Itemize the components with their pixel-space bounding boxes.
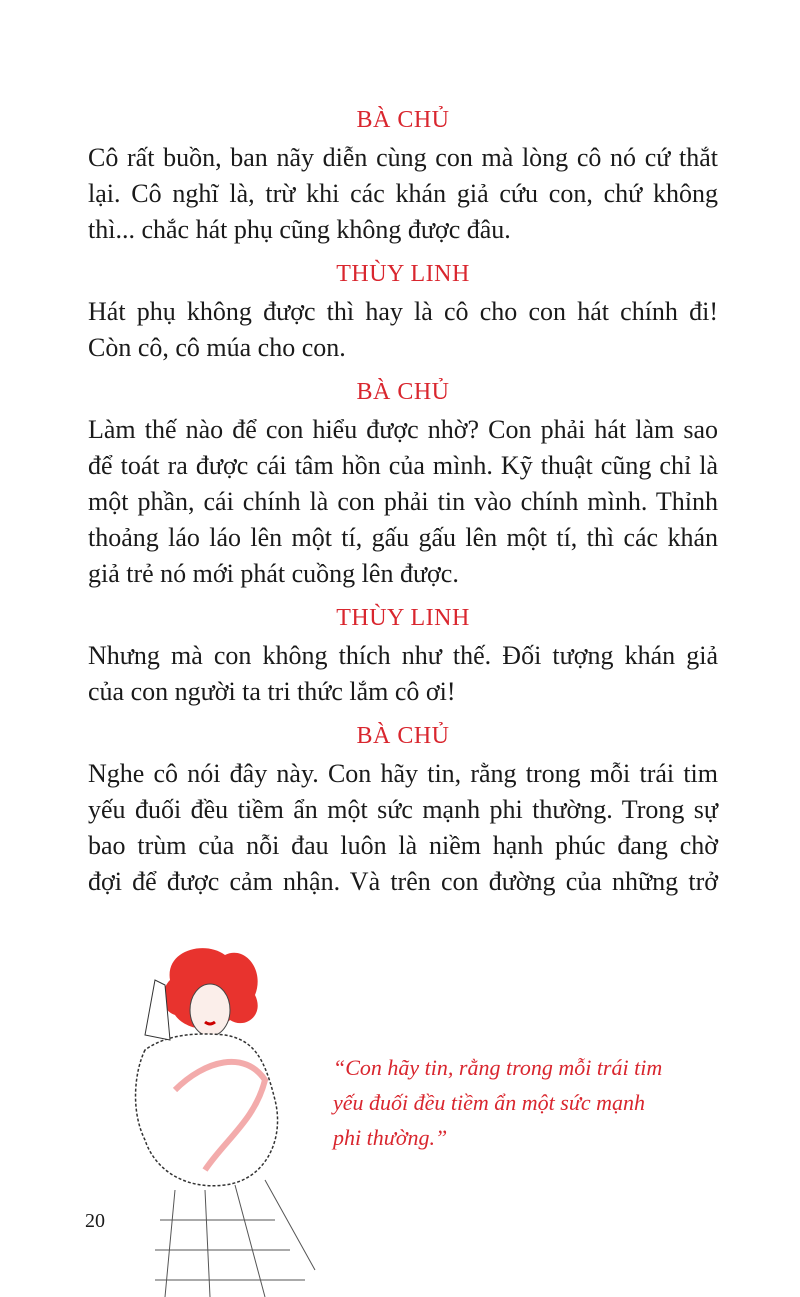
text-line: thì... chắc hát phụ cũng không được đâu. (88, 215, 511, 244)
text-line: yếu đuối đều tiềm ẩn một sức mạnh phi thường. Trong sự (88, 795, 718, 824)
text-line: một phần, cái chính là con phải tin vào chính mình. Thỉnh (88, 487, 718, 516)
text-line: Còn cô, cô múa cho con. (88, 333, 346, 362)
dialogue-paragraph (88, 294, 718, 366)
speaker-name: BÀ CHỦ (356, 379, 450, 405)
dialogue-paragraph (88, 140, 718, 248)
speaker-name: BÀ CHỦ (356, 723, 450, 749)
text-line: lại. Cô nghĩ là, trừ khi các khán giả cứu con, chứ không (88, 179, 718, 208)
dialogue-content (88, 96, 718, 906)
woman-illustration (115, 940, 345, 1297)
text-line: giả trẻ nó mới phát cuồng lên được. (88, 559, 459, 588)
text-line: Nhưng mà con không thích như thế. Đối tượng khán giả (88, 641, 718, 670)
dialogue-paragraph (88, 412, 718, 592)
speaker-name: BÀ CHỦ (356, 107, 450, 133)
speaker-name: THÙY LINH (336, 605, 470, 631)
text-line: Nghe cô nói đây này. Con hãy tin, rằng trong mỗi trái tim (88, 759, 718, 788)
text-line: Hát phụ không được thì hay là cô cho con hát chính đi! (88, 297, 718, 326)
text-line: để toát ra được cái tâm hồn của mình. Kỹ thuật cũng chỉ là (88, 451, 718, 480)
dialogue-paragraph (88, 756, 718, 900)
text-line: bao trùm của nỗi đau luôn là niềm hạnh phúc đang chờ (88, 831, 718, 860)
quote-line: phi thường.” (333, 1125, 448, 1150)
dialogue-paragraph (88, 638, 718, 710)
text-line: Làm thế nào để con hiểu được nhờ? Con phải hát làm sao (88, 415, 718, 444)
page-number: 20 (85, 1210, 105, 1232)
speaker-name: THÙY LINH (336, 261, 470, 287)
text-line: thoảng láo láo lên một tí, gấu gấu lên một tí, thì các khán (88, 523, 718, 552)
text-line: đợi để được cảm nhận. Và trên con đường của những trở (88, 867, 718, 896)
quote-line: “Con hãy tin, rằng trong mỗi trái tim (333, 1055, 663, 1080)
text-line: của con người ta tri thức lắm cô ơi! (88, 677, 456, 706)
quote-line: yếu đuối đều tiềm ẩn một sức mạnh (333, 1090, 645, 1115)
text-line: Cô rất buồn, ban nãy diễn cùng con mà lòng cô nó cứ thắt (88, 143, 718, 172)
pull-quote (333, 1050, 662, 1155)
